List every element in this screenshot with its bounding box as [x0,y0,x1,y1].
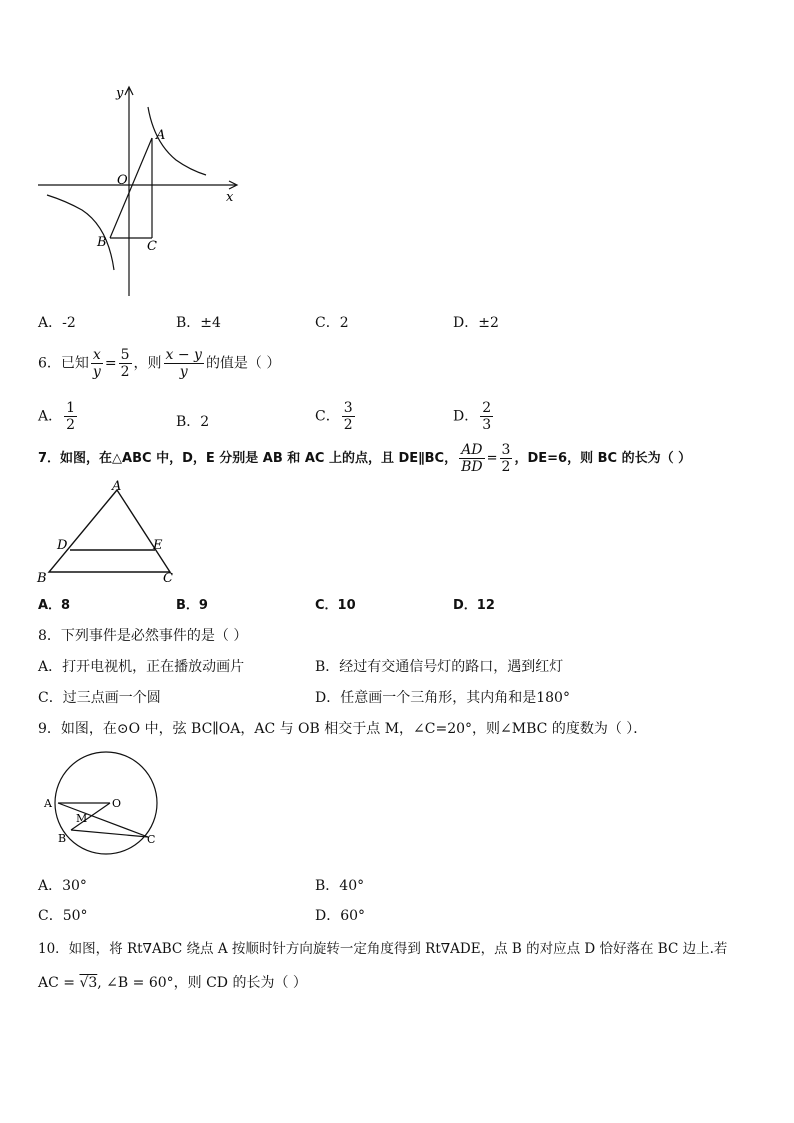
q6-fraction-5-over-2: $\frac{5}{2}$ [120,347,130,381]
q10-stem-line2 [38,972,307,992]
q9-option-a[interactable]: A．30° [38,878,87,894]
q6-option-c[interactable]: C． $\frac{3}{2}$ [315,400,353,434]
q9-option-d[interactable]: D．60° [315,908,366,924]
q6-prefix: 6．已知 [38,355,89,372]
point-a-label: A [156,128,166,143]
y-axis-label: y [116,86,124,101]
label-o: O [112,797,122,810]
q7-option-d[interactable]: D．12 [453,598,495,613]
label-c: C [147,833,156,846]
q7-prefix: 7．如图，在△ABC 中，D，E 分别是 AB 和 AC 上的点，且 DE∥BC， [38,451,458,467]
q6-suffix: 的值是（ ） [205,355,281,372]
q7-option-c[interactable]: C．10 [315,598,356,613]
q10-ac-equals: AC = [38,975,80,991]
q5-option-a[interactable]: A．-2 [38,315,76,331]
label-m: M [76,812,88,825]
q7-triangle-figure [32,478,182,588]
x-axis-label: x [226,190,234,205]
q6-option-b[interactable]: B．2 [176,414,210,430]
q6-fraction-expression: $\frac{x - y}{y}$ [165,347,202,381]
q6-stem [38,347,280,380]
segment-bc [71,830,148,837]
q9-option-c[interactable]: C．50° [38,908,88,924]
q5-graph-figure [30,82,250,302]
q8-stem: 8．下列事件是必然事件的是（ ） [38,628,248,644]
q7-suffix: ，DE=6，则 BC 的长为（ ） [514,451,692,467]
q8-option-a[interactable]: A．打开电视机，正在播放动画片 [38,659,245,675]
q8-option-c[interactable]: C．过三点画一个圆 [38,690,161,706]
q5-option-c[interactable]: C．2 [315,315,349,331]
q6-mid: ，则 [133,355,162,372]
q7-stem [38,442,691,475]
point-c-label: C [147,239,157,254]
q5-option-d[interactable]: D．±2 [453,315,499,331]
label-a: A [44,797,52,810]
origin-label: O [117,173,128,188]
q9-option-b[interactable]: B．40° [315,878,365,894]
q6-option-d[interactable]: D． $\frac{2}{3}$ [453,400,492,434]
q10-stem-line1: 10．如图，将 Rt∇ABC 绕点 A 按顺时针方向旋转一定角度得到 Rt∇ADE，点 B 的对应点 D 恰好落在 BC 边上.若 [38,941,728,957]
label-a: A [112,479,122,494]
q6-fraction-x-over-y: $\frac{x}{y}$ [92,347,101,381]
point-b-label: B [97,235,107,250]
q9-stem: 9．如图，在⊙O 中，弦 BC∥OA，AC 与 OB 相交于点 M，∠C=20°，则∠MBC 的度数为（ ）． [38,721,648,737]
q7-fraction-ad-over-bd: $\frac{AD}{BD}$ [461,442,483,476]
q8-option-d[interactable]: D．任意画一个三角形，其内角和是180° [315,690,570,706]
segment-ab [110,138,152,238]
hyperbola-branch-lower [47,195,114,270]
label-d: D [57,538,68,553]
q7-option-b[interactable]: B．9 [176,598,208,613]
q5-option-b[interactable]: B．±4 [176,315,221,331]
q8-option-b[interactable]: B．经过有交通信号灯的路口，遇到红灯 [315,659,564,675]
q10-sqrt-3: √3 [79,975,98,991]
label-b: B [37,571,47,586]
label-e: E [153,538,163,553]
label-c: C [163,571,173,586]
q10-line2-rest: , ∠B = 60°，则 CD 的长为（ ） [97,975,307,991]
q7-fraction-3-over-2: $\frac{3}{2}$ [501,442,511,476]
q7-equals: = [486,451,498,467]
q6-equals: = [104,355,117,372]
triangle-abc [49,490,170,572]
q9-circle-figure [38,750,168,860]
label-b: B [58,832,67,845]
q6-option-a[interactable]: A． $\frac{1}{2}$ [38,400,76,434]
q7-option-a[interactable]: A．8 [38,598,71,613]
